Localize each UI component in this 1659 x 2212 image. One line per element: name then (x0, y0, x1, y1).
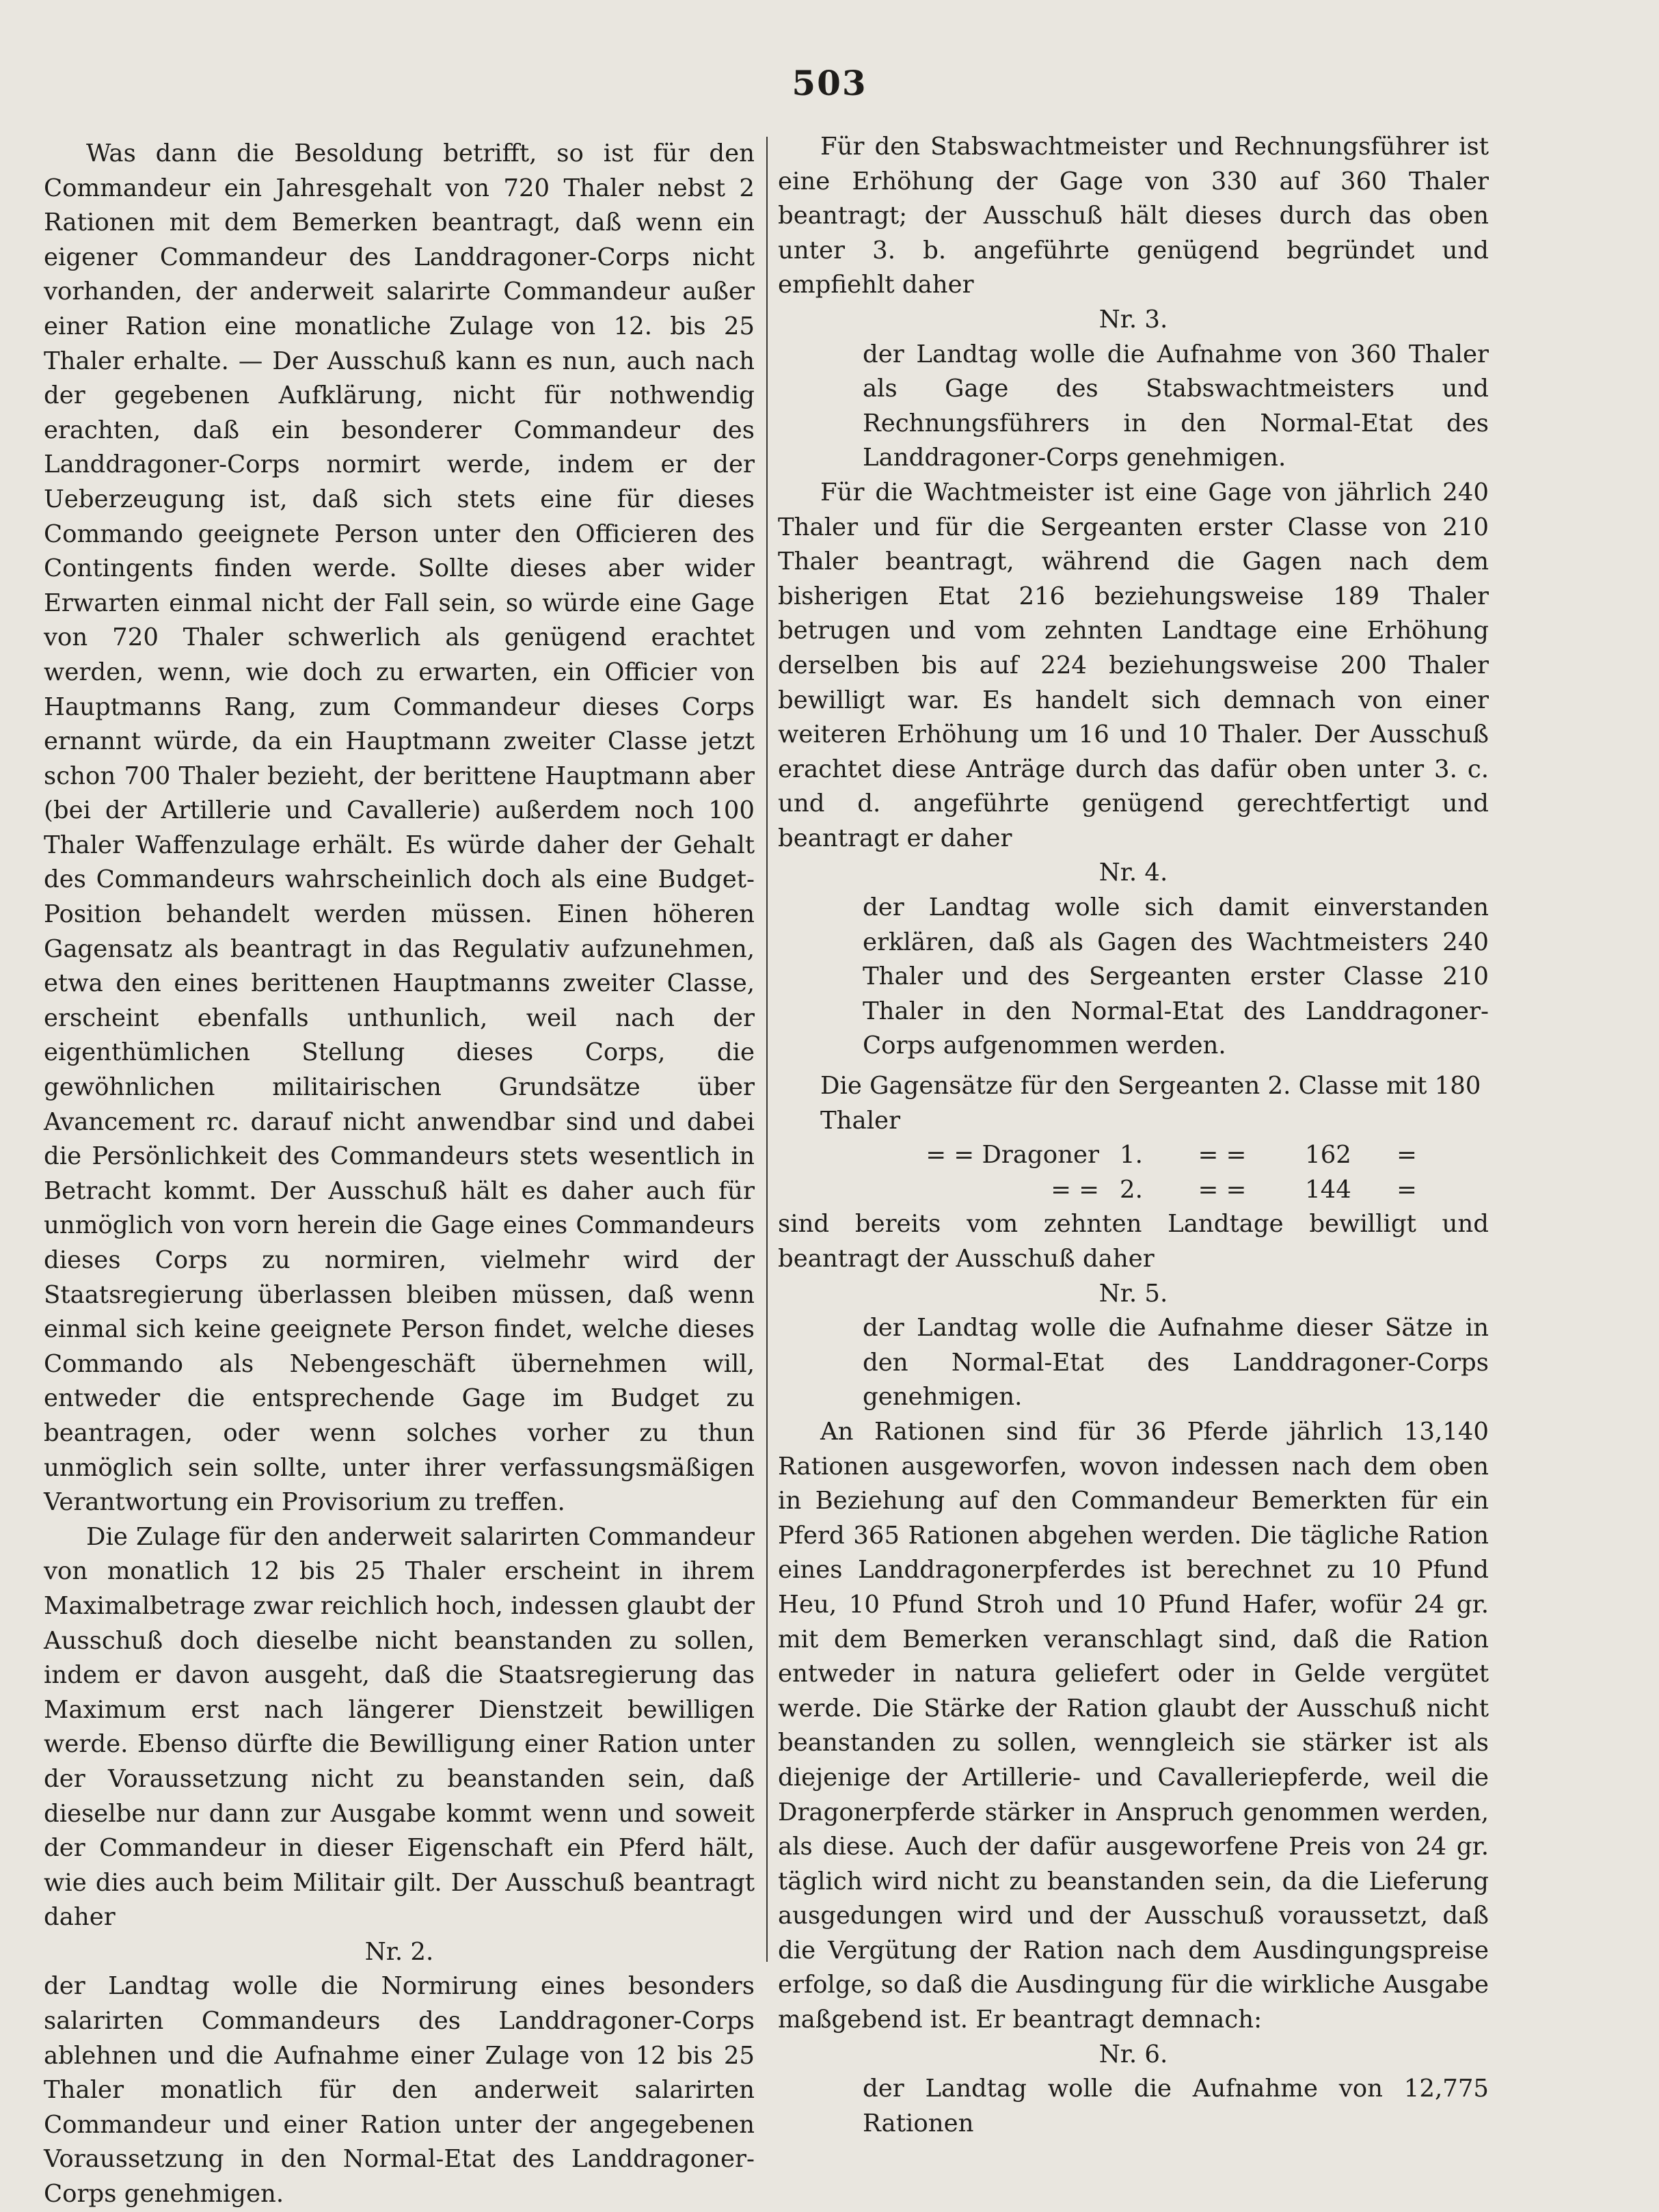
paragraph-allowance: Die Zulage für den anderweit salarirten Commandeur von monatlich 12 bis 25 Thaler erscheint in ihrem Maximalbetrage zwar reichlich hoch, indessen glaubt der Ausschuß doch dieselbe nicht beanstanden zu sollen, indem er davon ausgeht, daß die Staatsregierung das Maximum erst nach längerer Dienstzeit bewilligen werde. Ebenso dürfte die Bewilligung einer Ration unter der Voraussetzung nicht zu beanstanden sein, daß dieselbe nur dann zur Ausgabe kommt wenn und soweit der Commandeur in dieser Eigenschaft ein Pferd hält, wie dies auch beim Militair gilt. Der Ausschuß beantragt daher (44, 1522, 755, 1932)
resolution-3: der Landtag wolle die Aufnahme von 360 Thaler als Gage des Stabswachtmeisters und Rechnungsführers in den Normal-Etat des Landdragoner-Corps genehmigen. (863, 340, 1489, 472)
page-number: 503 (792, 63, 867, 103)
resolution-number-3: Nr. 3. (1098, 305, 1168, 334)
right-column (778, 130, 1489, 2141)
resolution-number-4: Nr. 4. (1098, 859, 1168, 887)
rates-line3-amount: 144 (1305, 1175, 1351, 1204)
resolution-number-2: Nr. 2. (364, 1937, 434, 1966)
paragraph-rations: An Rationen sind für 36 Pferde jährlich 13,140 Rationen ausgeworfen, wovon indessen nach dem oben in Beziehung auf den Commandeur Bemerkten für ein Pferd 365 Rationen abgehen werden. Die tägliche Ration eines Landdragonerpferdes ist berechnet zu 10 Pfund Heu, 10 Pfund Stroh und 10 Pfund Hafer, wofür 24 gr. mit dem Bemerken veranschlagt sind, daß die Ration entweder in natura geliefert oder in Gelde vergütet werde. Die Stärke der Ration glaubt der Ausschuß nicht beanstanden zu sollen, wenngleich sie stärker ist als diejenige der Artillerie- und Cavalleriepferde, weil die Dragonerpferde stärker in Anspruch genommen werden, als diese. Auch der dafür ausgeworfene Preis von 24 gr. täglich wird nicht zu beanstanden sein, da die Lieferung ausgedungen wird und der Ausschuß voraussetzt, daß die Vergütung der Ration nach dem Ausdingungspreise erfolge, so daß die Ausdingung für die wirkliche Ausgabe maßgebend ist. Er beantragt demnach: (778, 1417, 1489, 2034)
paragraph-sergeant-wages: Für die Wachtmeister ist eine Gage von jährlich 240 Thaler und für die Sergeanten erster Classe von 210 Thaler beantragt, während die Gagen nach dem bisherigen Etat 216 beziehungsweise 189 Thaler betrugen und vom zehnten Landtage eine Erhöhung derselben bis auf 224 beziehungsweise 200 Thaler bewilligt war. Es handelt sich demnach von einer weiteren Erhöhung um 16 und 10 Thaler. Der Ausschuß erachtet diese Anträge durch das dafür oben unter 3. c. und d. angeführte genügend gerechtfertigt und beantragt er daher (778, 478, 1489, 852)
resolution-number-6: Nr. 6. (1098, 2040, 1168, 2068)
wage-rates-line-3 (778, 1173, 1489, 1208)
rates-line2-class: 1. (1120, 1141, 1143, 1170)
rates-line3-label: = = (1051, 1175, 1099, 1204)
resolution-2: der Landtag wolle die Normirung eines besonders salarirten Commandeurs des Landdragoner-Corps ablehnen und die Aufnahme einer Zulage von 12 bis 25 Thaler monatlich für den anderweit salarirten Commandeur und einer Ration unter der angegebenen Voraussetzung in den Normal-Etat des Landdragoner-Corps genehmigen. (44, 1972, 755, 2209)
column-divider (766, 137, 768, 1962)
wage-rates-line-1: Die Gagensätze für den Sergeanten 2. Classe mit 180 Thaler (820, 1072, 1481, 1135)
rates-line2-end: = (1397, 1141, 1417, 1170)
paragraph-salary: Was dann die Besoldung betrifft, so ist für den Commandeur ein Jahresgehalt von 720 Thaler nebst 2 Rationen mit dem Bemerken beantragt, daß wenn ein eigener Commandeur des Landdragoner-Corps nicht vorhanden, der anderweit salarirte Commandeur außer einer Ration eine monatliche Zulage von 12. bis 25 Thaler erhalte. — Der Ausschuß kann es nun, auch nach der gegebenen Aufklärung, nicht für nothwendig erachten, daß ein besonderer Commandeur des Landdragoner-Corps normirt werde, indem er der Ueberzeugung ist, daß sich stets eine für dieses Commando geeignete Person unter den Officieren des Contingents finden werde. Sollte dieses aber wider Erwarten einmal nicht der Fall sein, so würde eine Gage von 720 Thaler schwerlich als genügend erachtet werden, wenn, wie doch zu erwarten, ein Officier von Hauptmanns Rang, zum Commandeur dieses Corps ernannt würde, da ein Hauptmann zweiter Classe jetzt schon 700 Thaler bezieht, der berittene Hauptmann aber (bei der Artillerie und Cavallerie) außerdem noch 100 Thaler Waffenzulage erhält. Es würde daher der Gehalt des Commandeurs wahrscheinlich doch als eine Budget-Position behandelt werden müssen. Einen höheren Gagensatz als beantragt in das Regulativ aufzunehmen, etwa den eines berittenen Hauptmanns zweiter Classe, erscheint ebenfalls unthunlich, weil nach der eigenthümlichen Stellung dieses Corps, die gewöhnlichen militairischen Grundsätze über Avancement rc. darauf nicht anwendbar sind und dabei die Persönlichkeit des Commandeurs stets wesentlich in Betracht kommt. Der Ausschuß hält es daher auch für unmöglich von vorn herein die Gage eines Commandeurs dieses Corps zu normiren, vielmehr wird der Staatsregierung überlassen bleiben müssen, daß wenn einmal sich keine geeignete Person findet, welche dieses Commando als Nebengeschäft übernehmen will, entweder die entsprechende Gage im Budget zu beantragen, oder wenn solches vorher zu thun unmöglich sein sollte, unter ihrer verfassungsmäßigen Verantwortung ein Provisorium zu treffen. (44, 139, 755, 1517)
resolution-number-5: Nr. 5. (1098, 1279, 1168, 1308)
rates-line2-label: = = Dragoner (926, 1141, 1099, 1170)
rates-line3-ditto: = = (1198, 1175, 1247, 1204)
rates-line3-class: 2. (1120, 1175, 1143, 1204)
paragraph-already-approved: sind bereits vom zehnten Landtage bewilligt und beantragt der Ausschuß daher (778, 1210, 1489, 1273)
paragraph-staff-sergeant: Für den Stabswachtmeister und Rechnungsführer ist eine Erhöhung der Gage von 330 auf 360 Thaler beantragt; der Ausschuß hält dieses durch das oben unter 3. b. angeführte genügend begründet und empfiehlt daher (778, 133, 1489, 299)
resolution-5: der Landtag wolle die Aufnahme dieser Sätze in den Normal-Etat des Landdragoner-Corps genehmigen. (863, 1314, 1489, 1412)
wage-rates-line-2 (778, 1138, 1489, 1173)
rates-line2-ditto: = = (1198, 1141, 1247, 1170)
resolution-6: der Landtag wolle die Aufnahme von 12,775 Rationen (863, 2075, 1489, 2137)
rates-line2-amount: 162 (1305, 1141, 1351, 1170)
rates-line3-end: = (1397, 1175, 1417, 1204)
resolution-4: der Landtag wolle sich damit einverstanden erklären, daß als Gagen des Wachtmeisters 240 Thaler und des Sergeanten erster Classe 210 Thaler in den Normal-Etat des Landdragoner-Corps aufgenommen werden. (863, 893, 1489, 1060)
wage-rates-table (778, 1069, 1489, 1207)
left-column (44, 137, 755, 2212)
